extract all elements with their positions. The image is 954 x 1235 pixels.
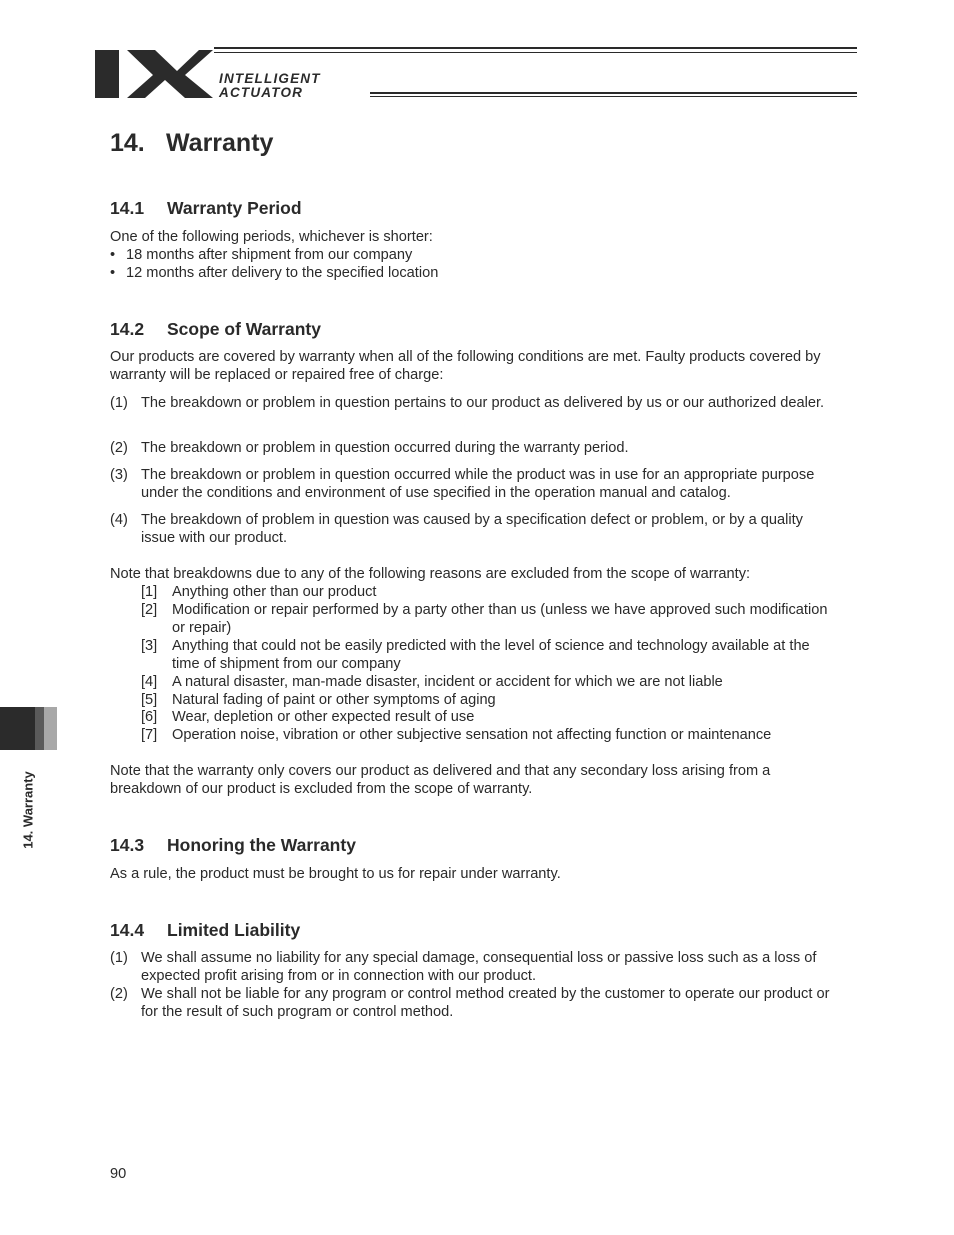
secondary-loss-note: Note that the warranty only covers our product as delivered and that any secondary loss arising from a breakdown of our product is excluded from the scope of warranty.	[110, 763, 771, 797]
header-rule	[214, 52, 857, 53]
condition-marker: (2)	[110, 440, 128, 456]
condition-marker: (4)	[110, 512, 128, 528]
exclusion-item	[141, 726, 841, 744]
section-number: 14.4	[110, 920, 145, 940]
exclusion-item	[141, 673, 841, 691]
condition-text: The breakdown of problem in question was caused by a specification defect or problem, or by a quality issue with our product.	[141, 512, 803, 546]
condition-item	[110, 466, 840, 502]
warranty-period-intro: One of the following periods, whichever is shorter:	[110, 229, 433, 245]
section-number: 14.1	[110, 198, 145, 218]
exclusion-item	[141, 583, 841, 601]
liability-text: We shall not be liable for any program or control method created by the customer to operate our product or for the result of such program or control method.	[141, 986, 830, 1020]
exclusion-text: Wear, depletion or other expected result of use	[172, 709, 475, 725]
condition-text: The breakdown or problem in question occurred while the product was in use for an appropriate purpose under the conditions and environment of use specified in the operation manual and catalog.	[141, 467, 815, 501]
chapter-tab	[0, 707, 35, 750]
exclusion-marker: [7]	[141, 727, 158, 743]
logo-text-line1: INTELLIGENT	[219, 71, 321, 86]
exclusion-item	[141, 601, 841, 637]
chapter-tab-stripe	[35, 707, 44, 750]
exclusion-text: Operation noise, vibration or other subjective sensation not affecting function or maintenance	[172, 727, 772, 743]
exclusion-text: Anything other than our product	[172, 584, 377, 600]
exclusion-text: Modification or repair performed by a party other than us (unless we have approved such modification or repair)	[172, 602, 828, 636]
liability-item	[110, 985, 840, 1021]
section-title: Scope of Warranty	[167, 319, 321, 339]
header-rule	[370, 92, 857, 94]
condition-item	[110, 511, 840, 547]
liability-marker: (2)	[110, 986, 128, 1002]
exclusion-item	[141, 691, 841, 709]
condition-item	[110, 394, 840, 412]
exclusion-marker: [6]	[141, 709, 158, 725]
liability-marker: (1)	[110, 950, 128, 966]
header-rule	[214, 47, 857, 49]
section-heading-14-2	[110, 319, 321, 340]
intelligent-actuator-logo	[95, 47, 395, 101]
list-item	[110, 246, 840, 264]
page-title	[110, 129, 273, 158]
exclusion-text: A natural disaster, man-made disaster, incident or accident for which we are not liable	[172, 674, 723, 690]
condition-text: The breakdown or problem in question occurred during the warranty period.	[141, 440, 629, 456]
list-item-text: 12 months after delivery to the specified location	[126, 265, 439, 281]
exclusions-intro: Note that breakdowns due to any of the following reasons are excluded from the scope of warranty:	[110, 566, 751, 582]
section-heading-14-3	[110, 835, 356, 856]
honoring-text: As a rule, the product must be brought to us for repair under warranty.	[110, 866, 561, 882]
exclusion-item	[141, 637, 841, 673]
section-number: 14.2	[110, 319, 145, 339]
section-title: Limited Liability	[167, 920, 301, 940]
bullet-marker: •	[110, 247, 116, 263]
exclusion-marker: [4]	[141, 674, 158, 690]
section-title: Honoring the Warranty	[167, 835, 356, 855]
page-number: 90	[110, 1166, 127, 1182]
condition-marker: (3)	[110, 467, 128, 483]
exclusion-text: Anything that could not be easily predicted with the level of science and technology available at the time of shipment from our company	[172, 638, 810, 672]
condition-text: The breakdown or problem in question pertains to our product as delivered by us or our authorized dealer.	[141, 395, 825, 411]
scope-intro: Our products are covered by warranty when all of the following conditions are met. Faulty products covered by warranty will be replaced or repaired free of charge:	[110, 349, 821, 383]
liability-item	[110, 949, 840, 985]
exclusion-marker: [1]	[141, 584, 158, 600]
bullet-marker: •	[110, 265, 116, 281]
exclusion-marker: [3]	[141, 638, 158, 654]
section-heading-14-4	[110, 920, 300, 941]
header-rule	[370, 96, 857, 97]
exclusion-marker: [2]	[141, 602, 158, 618]
exclusion-text: Natural fading of paint or other symptoms of aging	[172, 692, 496, 708]
chapter-tab-stripe	[44, 707, 57, 750]
section-title: Warranty Period	[167, 198, 302, 218]
section-number: 14.3	[110, 835, 145, 855]
condition-marker: (1)	[110, 395, 128, 411]
page-title-number: 14.	[110, 129, 145, 157]
chapter-side-label: 14. Warranty	[20, 771, 36, 849]
logo-text-line2: ACTUATOR	[219, 85, 304, 100]
section-heading-14-1	[110, 198, 302, 219]
condition-item	[110, 439, 840, 457]
exclusion-marker: [5]	[141, 692, 158, 708]
list-item-text: 18 months after shipment from our company	[126, 247, 413, 263]
page-title-text: Warranty	[166, 129, 274, 157]
list-item	[110, 264, 840, 282]
exclusion-item	[141, 708, 841, 726]
liability-text: We shall assume no liability for any special damage, consequential loss or passive loss such as a loss of expected profit arising from or in connection with our product.	[141, 950, 817, 984]
